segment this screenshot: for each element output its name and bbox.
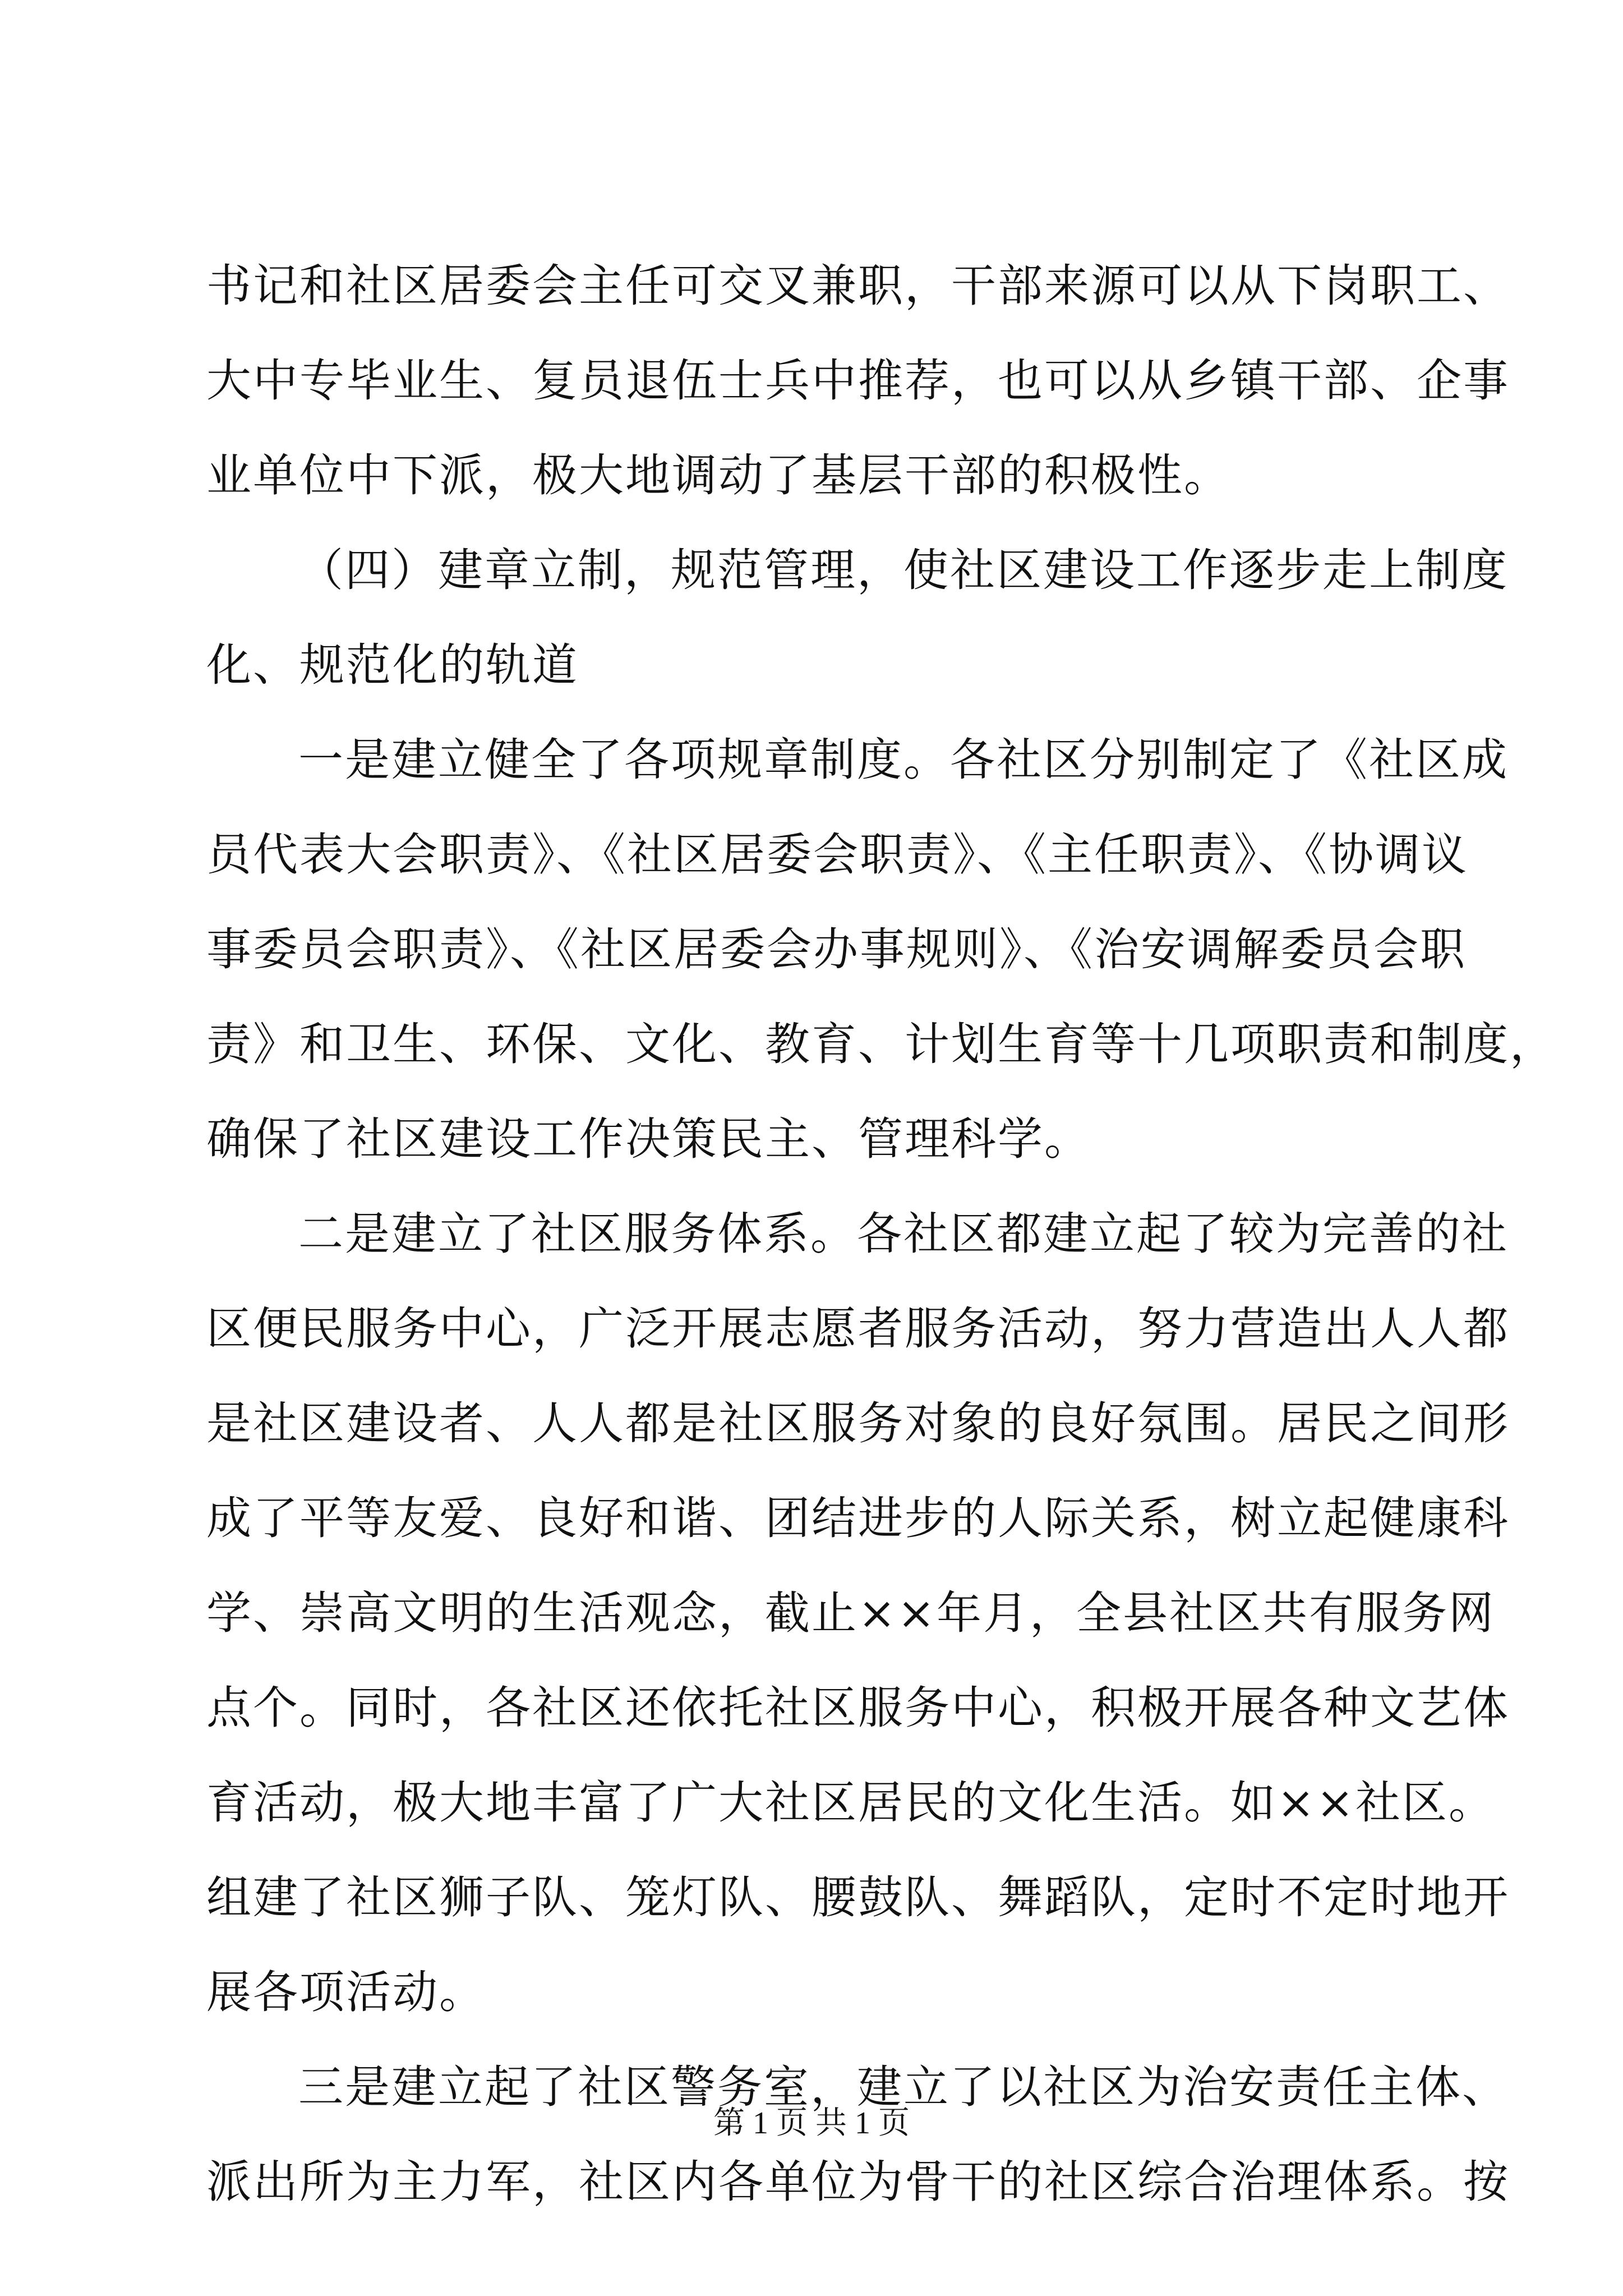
text-line: （四）建章立制，规范管理，使社区建设工作逐步走上制度 <box>298 544 1509 596</box>
paragraph-4 <box>206 1186 1510 2040</box>
text-line: 区便民服务中心，广泛开展志愿者服务活动，努力营造出人人都 <box>206 1303 1510 1355</box>
text-line: 派出所为主力军，社区内各单位为骨干的社区综合治理体系。按 <box>206 2156 1510 2208</box>
text-line: 业单位中下派，极大地调动了基层干部的积极性。 <box>206 449 1230 501</box>
paragraph-1 <box>206 238 1510 523</box>
document-body <box>206 238 1556 2229</box>
text-line: 三是建立起了社区警务室，建立了以社区为治安责任主体、 <box>298 2061 1509 2113</box>
text-line: 化、规范化的轨道 <box>206 639 579 691</box>
text-line: 大中专毕业生、复员退伍士兵中推荐，也可以从乡镇干部、企事 <box>206 355 1510 407</box>
text-line: 书记和社区居委会主任可交叉兼职，干部来源可以从下岗职工、 <box>206 260 1510 312</box>
text-line: 育活动，极大地丰富了广大社区居民的文化生活。如××社区。 <box>206 1777 1496 1829</box>
text-line: 二是建立了社区服务体系。各社区都建立起了较为完善的社 <box>298 1208 1509 1260</box>
text-line: 点个。同时，各社区还依托社区服务中心，积极开展各种文艺体 <box>206 1682 1510 1734</box>
text-line: 是社区建设者、人人都是社区服务对象的良好氛围。居民之间形 <box>206 1397 1510 1450</box>
paragraph-2-heading <box>206 523 1509 712</box>
text-line: 事委员会职责》、《社区居委会办事规则》、《治安调解委员会职 <box>206 923 1467 976</box>
text-line: 一是建立健全了各项规章制度。各社区分别制定了《社区成 <box>298 734 1509 786</box>
text-line: 确保了社区建设工作决策民主、管理科学。 <box>206 1113 1091 1165</box>
page-number-footer: 第 1 页 共 1 页 <box>713 2106 910 2141</box>
text-line: 员代表大会职责》、《社区居委会职责》、《主任职责》、《协调议 <box>206 829 1468 881</box>
text-line: 学、崇高文明的生活观念，截止××年月，全县社区共有服务网 <box>206 1587 1496 1639</box>
paragraph-3 <box>206 712 1556 1186</box>
text-line: 组建了社区狮子队、笼灯队、腰鼓队、舞蹈队，定时不定时地开 <box>206 1871 1510 1924</box>
text-line: 责》和卫生、环保、文化、教育、计划生育等十几项职责和制度， <box>206 1018 1556 1070</box>
text-line: 展各项活动。 <box>206 1966 486 2018</box>
text-line: 成了平等友爱、良好和谐、团结进步的人际关系，树立起健康科 <box>206 1492 1510 1544</box>
